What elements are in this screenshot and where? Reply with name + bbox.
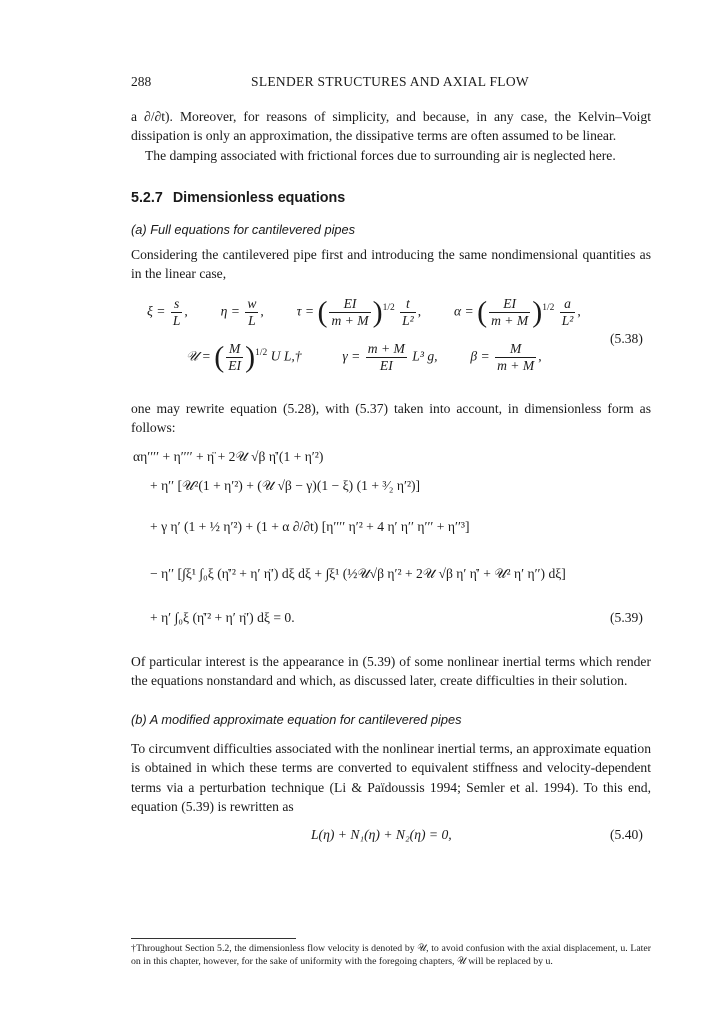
equation-5-39-line-3: + γ η′ (1 + ½ η′²) + (1 + α ∂/∂t) [η′′′′ η′² + 4 η′ η′′ η′′′ + η′′³] <box>150 519 470 534</box>
numerator: s <box>171 296 183 313</box>
numerator: M <box>495 341 536 358</box>
u-l-term: U L,† <box>270 348 302 364</box>
equation-5-38-row-2: 𝒰 = ( $\frac{M}{EI}$ )$^{1/2}$ U L,† γ = $\frac{m + M}{EI}$ L³ g, β = $\frac{M}{m + M}$ , <box>186 340 542 374</box>
fraction-m-ei <box>226 341 243 374</box>
denominator: m + M <box>491 313 529 328</box>
fraction-s-l <box>171 296 183 329</box>
denominator: EI <box>228 358 242 373</box>
denominator: m + M <box>497 358 535 373</box>
equation-5-38-row-1: ξ = $\frac{s}{L}$ , η = $\frac{w}{L}$ , τ = ( $\frac{EI}{m + M}$ )$^{1/2}$ $\frac{t}{\text{L²}}$ , α = ( $\frac{EI}{m + M}$ )$^{1/2}$ $\frac{a}{\text{L²}}$ , <box>147 295 581 329</box>
fraction-ei-mm <box>329 296 370 329</box>
equation-number-5-40: (5.40) <box>610 827 643 842</box>
fraction-t-l2 <box>400 296 416 329</box>
section-heading <box>131 190 345 206</box>
page-header <box>131 74 649 92</box>
denominator: L <box>172 313 181 328</box>
xi-def: ξ = <box>147 303 166 319</box>
denominator: L² <box>402 313 414 328</box>
numerator: w <box>247 296 257 311</box>
equation-5-39-line-2: + η′′ [𝒰²(1 + η′²) + (𝒰 √β − γ)(1 − ξ) (1 + ³⁄₂ η′²)] <box>150 478 421 493</box>
exponent: 1/2 <box>542 303 555 314</box>
equation-5-40-body: L(η) + N₁(η) + N₂(η) = 0, <box>311 827 452 842</box>
paragraph-3: Of particular interest is the appearance in (5.39) of some nonlinear inertial terms which render the equations nonstandard and which, as discussed later, create difficulties in their solution. <box>131 654 651 689</box>
section-number: 5.2.7 <box>131 190 163 206</box>
numerator: t <box>400 296 416 313</box>
denominator: L <box>248 313 256 328</box>
denominator: m + M <box>331 313 369 328</box>
footnote-rule <box>131 938 296 939</box>
numerator: EI <box>489 296 530 313</box>
u-def: 𝒰 = <box>186 348 211 364</box>
equation-5-39-line-5: + η′ ∫₀ξ (η̇′² + η′ η̈′) dξ = 0. <box>150 610 295 625</box>
l3g-term: L³ g, <box>412 348 438 364</box>
eta-def: η = <box>220 303 240 319</box>
subsection-heading-b: (b) A modified approximate equation for cantilevered pipes <box>131 712 462 727</box>
page-number: 288 <box>131 74 152 89</box>
numerator: EI <box>329 296 370 313</box>
equation-number-5-39: (5.39) <box>610 610 643 625</box>
alpha-def: α = <box>453 303 474 319</box>
equation-5-40 <box>311 827 452 843</box>
exponent: 1/2 <box>382 303 395 314</box>
subsection-heading-a: (a) Full equations for cantilevered pipes <box>131 222 356 237</box>
fraction-m-mm <box>495 341 536 374</box>
fraction-mm-ei <box>366 341 407 374</box>
denominator: L² <box>561 313 574 328</box>
numerator: a <box>560 296 576 313</box>
gamma-def: γ = <box>342 348 361 364</box>
equation-5-39-line-1: αη′′′′ + η′′′′ + η̈ + 2𝒰 √β η̇′(1 + η′²) <box>133 449 324 464</box>
numerator: M <box>226 341 243 358</box>
section-title: Dimensionless equations <box>172 190 346 206</box>
beta-def: β = <box>470 348 490 364</box>
paragraph-1: Considering the cantilevered pipe first and introducing the same nondimensional quantities as in the linear case, <box>131 247 651 282</box>
intro-paragraph-2: The damping associated with frictional forces due to surrounding air is neglected here. <box>145 148 616 163</box>
exponent: 1/2 <box>255 348 268 359</box>
fraction-a-l2 <box>560 296 576 329</box>
fraction-ei-mm-2 <box>489 296 530 329</box>
tau-def: τ = <box>296 303 315 319</box>
denominator: EI <box>379 358 393 373</box>
running-title: SLENDER STRUCTURES AND AXIAL FLOW <box>251 74 529 89</box>
fraction-w-l <box>245 296 258 329</box>
numerator: m + M <box>367 341 405 356</box>
paragraph-4: To circumvent difficulties associated with the nonlinear inertial terms, an approximate equation is obtained in which these terms are converted to equivalent stiffness and velocity-dependent terms via a perturbation technique (Li & Païdoussis 1994; Semler et al. 1994). To this end, equation (5.39) is rewritten as <box>131 741 651 815</box>
equation-number-5-38: (5.38) <box>610 331 643 346</box>
footnote: †Throughout Section 5.2, the dimensionless flow velocity is denoted by 𝒰, to avoid confusion with the axial displacement, u. Later on in this chapter, however, for the sake of uniformity with the foregoing chapters, 𝒰 will be replaced by u. <box>131 943 651 967</box>
equation-5-39-line-4: − η′′ [∫ξ¹ ∫₀ξ (η̇′² + η′ η̈′) dξ dξ + ∫ξ¹ (½𝒰√β η′² + 2𝒰 √β η′ η̇′ + 𝒰² η′ η′′) dξ] <box>150 566 566 581</box>
paragraph-2: one may rewrite equation (5.28), with (5.37) taken into account, in dimensionless form as follows: <box>131 401 651 436</box>
intro-paragraph: a ∂/∂t). Moreover, for reasons of simplicity, and because, in any case, the Kelvin–Voigt dissipation is only an approximation, the dissipative terms are often assumed to be linear. <box>131 109 651 144</box>
